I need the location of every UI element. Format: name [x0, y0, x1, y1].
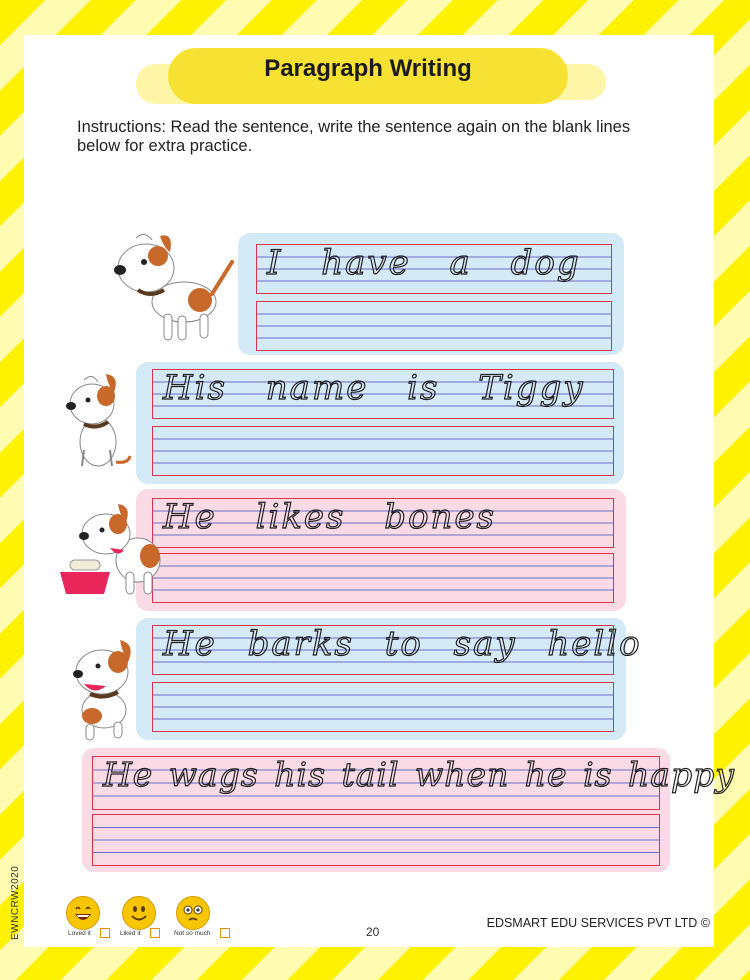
- company-name: EDSMART EDU SERVICES PVT LTD ©: [486, 916, 710, 930]
- trace-sentence-4: He barks to say hello: [163, 624, 642, 664]
- trace-lines-3: [152, 498, 614, 548]
- feedback-label: Loved it: [68, 930, 91, 937]
- trace-sentence-3: He likes bones: [163, 497, 497, 537]
- trace-lines-1: [256, 244, 612, 294]
- trace-sentence-1: I have a dog: [267, 243, 581, 283]
- feedback-checkbox[interactable]: [150, 928, 160, 938]
- feedback-checkbox[interactable]: [100, 928, 110, 938]
- trace-sentence-2: His name is Tiggy: [163, 368, 585, 408]
- trace-sentence-5: He wags his tail when he is happy: [103, 755, 735, 794]
- worksheet-code: EWNCRW2020: [10, 865, 21, 940]
- practice-lines-5[interactable]: [92, 814, 660, 866]
- dog-illustration-1: [108, 228, 236, 346]
- trace-lines-2: [152, 369, 614, 419]
- practice-lines-1[interactable]: [256, 301, 612, 351]
- laughing-face-icon: [66, 896, 100, 930]
- instructions-text: Instructions: Read the sentence, write the sentence again on the blank lines below for extra practice.: [77, 118, 631, 155]
- trace-lines-4: [152, 624, 642, 675]
- feedback-label: Not so much: [174, 930, 211, 937]
- sentence-card-1: [238, 233, 624, 355]
- feedback-loved-it[interactable]: [66, 896, 100, 937]
- feedback-not-so-much[interactable]: [174, 896, 211, 937]
- dog-illustration-2: [62, 370, 134, 474]
- practice-lines-3[interactable]: [152, 553, 614, 603]
- practice-lines-4[interactable]: [152, 682, 614, 732]
- sentence-card-2: [136, 362, 624, 484]
- sentence-card-4: [136, 618, 642, 740]
- dog-with-bone-illustration: [58, 500, 168, 598]
- sentence-card-3: [136, 489, 626, 611]
- practice-lines-2[interactable]: [152, 426, 614, 476]
- dog-barking-illustration: [64, 636, 144, 742]
- feedback-label: Liked it: [120, 930, 141, 937]
- page-number: 20: [366, 925, 380, 939]
- feedback-checkbox[interactable]: [220, 928, 230, 938]
- trace-lines-5: [92, 755, 735, 810]
- feedback-liked-it[interactable]: [120, 896, 156, 937]
- confused-face-icon: [176, 896, 210, 930]
- sentence-card-5: [82, 748, 735, 872]
- smiling-face-icon: [122, 896, 156, 930]
- page-title: Paragraph Writing: [264, 55, 472, 82]
